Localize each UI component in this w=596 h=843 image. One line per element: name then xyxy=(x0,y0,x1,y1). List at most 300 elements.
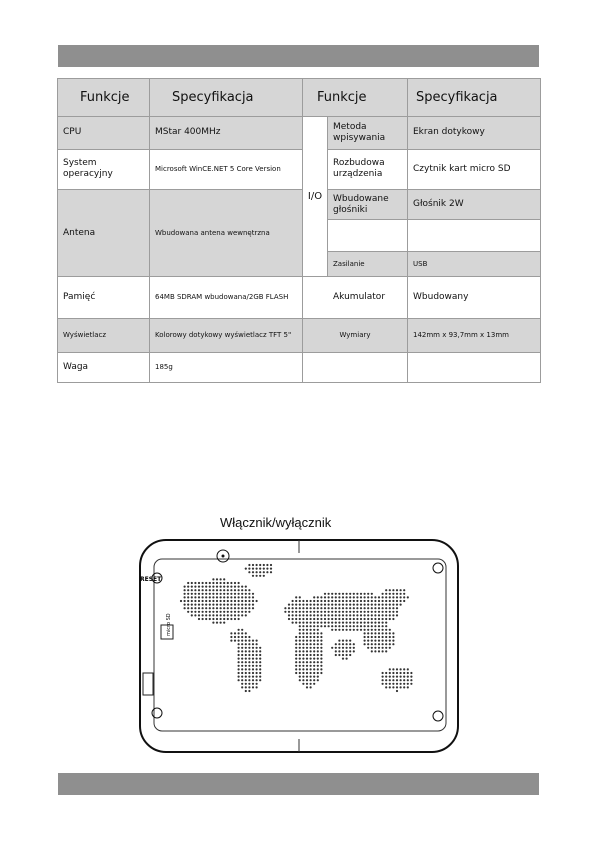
map-dot xyxy=(238,672,240,674)
map-dot xyxy=(374,611,376,613)
map-dot xyxy=(263,571,265,573)
map-dot xyxy=(263,564,265,566)
map-dot xyxy=(389,676,391,678)
map-dot xyxy=(353,604,355,606)
map-dot xyxy=(245,600,247,602)
map-dot xyxy=(385,596,387,598)
map-dot xyxy=(310,614,312,616)
map-dot xyxy=(335,596,337,598)
map-dot xyxy=(396,690,398,692)
map-dot xyxy=(187,586,189,588)
map-dot xyxy=(230,607,232,609)
map-dot xyxy=(270,564,272,566)
map-dot xyxy=(212,604,214,606)
map-dot xyxy=(202,614,204,616)
map-dot xyxy=(317,650,319,652)
map-dot xyxy=(392,593,394,595)
map-dot xyxy=(245,604,247,606)
map-dot xyxy=(220,586,222,588)
map-dot xyxy=(248,679,250,681)
map-dot xyxy=(256,643,258,645)
map-dot xyxy=(403,683,405,685)
map-dot xyxy=(392,679,394,681)
map-dot xyxy=(302,661,304,663)
map-dot xyxy=(306,676,308,678)
map-dot xyxy=(378,618,380,620)
map-dot xyxy=(400,589,402,591)
map-dot xyxy=(238,618,240,620)
map-dot xyxy=(198,600,200,602)
map-dot xyxy=(320,600,322,602)
map-dot xyxy=(310,686,312,688)
map-dot xyxy=(223,604,225,606)
table-row xyxy=(58,149,541,189)
map-dot xyxy=(313,672,315,674)
map-dot xyxy=(295,665,297,667)
map-dot xyxy=(252,640,254,642)
map-dot xyxy=(216,578,218,580)
map-dot xyxy=(220,604,222,606)
map-dot xyxy=(310,661,312,663)
map-dot xyxy=(328,625,330,627)
map-dot xyxy=(320,625,322,627)
map-dot xyxy=(202,611,204,613)
map-dot xyxy=(317,604,319,606)
map-dot xyxy=(317,640,319,642)
map-dot xyxy=(245,690,247,692)
map-dot xyxy=(317,629,319,631)
map-dot xyxy=(364,607,366,609)
map-dot xyxy=(205,596,207,598)
map-dot xyxy=(360,607,362,609)
map-dot xyxy=(194,604,196,606)
map-dot xyxy=(378,632,380,634)
map-dot xyxy=(407,686,409,688)
map-dot xyxy=(212,622,214,624)
power-switch-callout: Włącznik/wyłącznik xyxy=(220,515,332,530)
map-dot xyxy=(346,622,348,624)
map-dot xyxy=(241,643,243,645)
map-dot xyxy=(187,600,189,602)
map-dot xyxy=(234,600,236,602)
map-dot xyxy=(191,600,193,602)
map-dot xyxy=(248,600,250,602)
map-dot xyxy=(187,596,189,598)
map-dot xyxy=(205,618,207,620)
map-dot xyxy=(252,643,254,645)
map-dot xyxy=(234,589,236,591)
map-dot xyxy=(313,683,315,685)
map-dot xyxy=(216,582,218,584)
map-dot xyxy=(205,589,207,591)
map-dot xyxy=(389,593,391,595)
map-dot xyxy=(356,604,358,606)
specification-table xyxy=(57,78,541,383)
map-dot xyxy=(191,611,193,613)
cell-value: 185g xyxy=(150,352,303,382)
map-dot xyxy=(367,629,369,631)
map-dot xyxy=(216,604,218,606)
map-dot xyxy=(342,658,344,660)
map-dot xyxy=(342,629,344,631)
map-dot xyxy=(306,614,308,616)
map-dot xyxy=(259,575,261,577)
map-dot xyxy=(310,611,312,613)
map-dot xyxy=(295,636,297,638)
map-dot xyxy=(346,654,348,656)
map-dot xyxy=(356,607,358,609)
map-dot xyxy=(284,607,286,609)
map-dot xyxy=(302,636,304,638)
map-dot xyxy=(382,632,384,634)
map-dot xyxy=(371,611,373,613)
map-dot xyxy=(310,654,312,656)
map-dot xyxy=(238,586,240,588)
map-dot xyxy=(202,604,204,606)
map-dot xyxy=(374,647,376,649)
map-dot xyxy=(238,632,240,634)
map-dot xyxy=(313,658,315,660)
map-dot xyxy=(396,611,398,613)
map-dot xyxy=(346,604,348,606)
map-dot xyxy=(320,596,322,598)
map-dot xyxy=(295,643,297,645)
map-dot xyxy=(266,564,268,566)
map-dot xyxy=(191,582,193,584)
map-dot xyxy=(302,618,304,620)
map-dot xyxy=(378,596,380,598)
map-dot xyxy=(371,604,373,606)
map-dot xyxy=(360,618,362,620)
map-dot xyxy=(338,650,340,652)
map-dot xyxy=(313,643,315,645)
map-dot xyxy=(245,614,247,616)
map-dot xyxy=(396,593,398,595)
map-dot xyxy=(310,683,312,685)
map-dot xyxy=(407,683,409,685)
map-dot xyxy=(205,614,207,616)
map-dot xyxy=(238,658,240,660)
map-dot xyxy=(295,611,297,613)
map-dot xyxy=(238,614,240,616)
map-dot xyxy=(245,593,247,595)
map-dot xyxy=(194,611,196,613)
map-dot xyxy=(313,640,315,642)
map-dot xyxy=(241,672,243,674)
map-dot xyxy=(389,632,391,634)
map-dot xyxy=(392,640,394,642)
map-dot xyxy=(227,589,229,591)
map-dot xyxy=(194,589,196,591)
map-dot xyxy=(302,654,304,656)
map-dot xyxy=(328,600,330,602)
map-dot xyxy=(238,593,240,595)
map-dot xyxy=(320,650,322,652)
map-dot xyxy=(335,618,337,620)
map-dot xyxy=(317,636,319,638)
map-dot xyxy=(256,600,258,602)
map-dot xyxy=(313,611,315,613)
map-dot xyxy=(248,650,250,652)
map-dot xyxy=(403,593,405,595)
map-dot xyxy=(223,582,225,584)
map-dot xyxy=(374,640,376,642)
map-dot xyxy=(317,622,319,624)
map-dot xyxy=(245,683,247,685)
map-dot xyxy=(295,640,297,642)
map-dot xyxy=(259,650,261,652)
map-dot xyxy=(320,668,322,670)
map-dot xyxy=(331,596,333,598)
map-dot xyxy=(392,589,394,591)
map-dot xyxy=(245,596,247,598)
map-dot xyxy=(212,618,214,620)
map-dot xyxy=(310,607,312,609)
map-dot xyxy=(245,568,247,570)
map-dot xyxy=(342,654,344,656)
map-dot xyxy=(184,593,186,595)
map-dot xyxy=(367,600,369,602)
map-dot xyxy=(367,622,369,624)
map-dot xyxy=(378,640,380,642)
map-dot xyxy=(223,611,225,613)
map-dot xyxy=(331,593,333,595)
map-dot xyxy=(385,640,387,642)
map-dot xyxy=(184,604,186,606)
map-dot xyxy=(392,668,394,670)
map-dot xyxy=(299,672,301,674)
map-dot xyxy=(328,622,330,624)
map-dot xyxy=(202,586,204,588)
map-dot xyxy=(216,589,218,591)
map-dot xyxy=(252,607,254,609)
map-dot xyxy=(364,629,366,631)
map-dot xyxy=(342,643,344,645)
map-dot xyxy=(292,618,294,620)
map-dot xyxy=(306,604,308,606)
cell-label: Akumulator xyxy=(303,277,408,319)
map-dot xyxy=(378,614,380,616)
map-dot xyxy=(313,596,315,598)
map-dot xyxy=(382,629,384,631)
header-funkcje-2: Funkcje xyxy=(303,79,408,117)
map-dot xyxy=(234,596,236,598)
map-dot xyxy=(407,672,409,674)
table-row xyxy=(58,277,541,319)
map-dot xyxy=(403,672,405,674)
map-dot xyxy=(371,629,373,631)
map-dot xyxy=(310,672,312,674)
map-dot xyxy=(209,614,211,616)
map-dot xyxy=(302,683,304,685)
map-dot xyxy=(360,614,362,616)
map-dot xyxy=(198,582,200,584)
map-dot xyxy=(364,625,366,627)
map-dot xyxy=(299,640,301,642)
map-dot xyxy=(252,661,254,663)
cell-value: Microsoft WinCE.NET 5 Core Version xyxy=(150,149,303,189)
map-dot xyxy=(256,571,258,573)
map-dot xyxy=(209,604,211,606)
map-dot xyxy=(238,668,240,670)
map-dot xyxy=(248,665,250,667)
map-dot xyxy=(230,636,232,638)
map-dot xyxy=(374,622,376,624)
map-dot xyxy=(385,604,387,606)
map-dot xyxy=(299,611,301,613)
map-dot xyxy=(288,614,290,616)
map-dot xyxy=(256,564,258,566)
map-dot xyxy=(310,668,312,670)
map-dot xyxy=(364,622,366,624)
map-dot xyxy=(295,647,297,649)
map-dot xyxy=(389,643,391,645)
map-dot xyxy=(227,586,229,588)
map-dot xyxy=(320,604,322,606)
map-dot xyxy=(259,654,261,656)
map-dot xyxy=(259,668,261,670)
map-dot xyxy=(320,614,322,616)
map-dot xyxy=(248,661,250,663)
map-dot xyxy=(385,676,387,678)
map-dot xyxy=(313,636,315,638)
map-dot xyxy=(317,596,319,598)
map-dot xyxy=(317,625,319,627)
map-dot xyxy=(241,686,243,688)
map-dot xyxy=(374,600,376,602)
map-dot xyxy=(324,596,326,598)
map-dot xyxy=(389,640,391,642)
map-dot xyxy=(353,643,355,645)
map-dot xyxy=(234,582,236,584)
map-dot xyxy=(292,611,294,613)
map-dot xyxy=(184,607,186,609)
map-dot xyxy=(353,614,355,616)
map-dot xyxy=(227,618,229,620)
map-dot xyxy=(248,636,250,638)
map-dot xyxy=(313,668,315,670)
map-dot xyxy=(230,586,232,588)
map-dot xyxy=(194,593,196,595)
table-row xyxy=(58,318,541,352)
map-dot xyxy=(313,614,315,616)
map-dot xyxy=(338,614,340,616)
map-dot xyxy=(227,582,229,584)
map-dot xyxy=(252,647,254,649)
header-bar xyxy=(58,45,539,67)
map-dot xyxy=(220,607,222,609)
footer-bar xyxy=(58,773,539,795)
map-dot xyxy=(212,578,214,580)
map-dot xyxy=(353,607,355,609)
map-dot xyxy=(378,629,380,631)
map-dot xyxy=(292,600,294,602)
map-dot xyxy=(385,647,387,649)
map-dot xyxy=(407,676,409,678)
map-dot xyxy=(259,672,261,674)
map-dot xyxy=(238,589,240,591)
map-dot xyxy=(238,647,240,649)
map-dot xyxy=(392,672,394,674)
map-dot xyxy=(335,643,337,645)
map-dot xyxy=(324,604,326,606)
map-dot xyxy=(306,661,308,663)
map-dot xyxy=(410,679,412,681)
map-dot xyxy=(338,629,340,631)
map-dot xyxy=(241,668,243,670)
map-dot xyxy=(238,604,240,606)
map-dot xyxy=(403,679,405,681)
map-dot xyxy=(227,614,229,616)
map-dot xyxy=(223,622,225,624)
map-dot xyxy=(209,600,211,602)
map-dot xyxy=(234,593,236,595)
map-dot xyxy=(349,614,351,616)
map-dot xyxy=(364,596,366,598)
map-dot xyxy=(403,686,405,688)
map-dot xyxy=(306,629,308,631)
map-dot xyxy=(382,600,384,602)
map-dot xyxy=(389,683,391,685)
map-dot xyxy=(310,640,312,642)
map-dot xyxy=(180,600,182,602)
cell-value: USB xyxy=(408,252,541,277)
map-dot xyxy=(288,607,290,609)
map-dot xyxy=(302,600,304,602)
map-dot xyxy=(248,672,250,674)
map-dot xyxy=(220,618,222,620)
map-dot xyxy=(245,632,247,634)
map-dot xyxy=(396,596,398,598)
map-dot xyxy=(371,636,373,638)
table-header-row xyxy=(58,79,541,117)
map-dot xyxy=(382,683,384,685)
map-dot xyxy=(194,614,196,616)
map-dot xyxy=(248,589,250,591)
map-dot xyxy=(241,654,243,656)
map-dot xyxy=(385,593,387,595)
map-dot xyxy=(346,618,348,620)
map-dot xyxy=(400,668,402,670)
map-dot xyxy=(223,618,225,620)
map-dot xyxy=(313,676,315,678)
map-dot xyxy=(385,622,387,624)
cell-value: Wbudowany xyxy=(408,277,541,319)
map-dot xyxy=(284,611,286,613)
map-dot xyxy=(371,614,373,616)
map-dot xyxy=(241,629,243,631)
map-dot xyxy=(212,614,214,616)
map-dot xyxy=(410,676,412,678)
map-dot xyxy=(191,604,193,606)
map-dot xyxy=(382,622,384,624)
map-dot xyxy=(392,604,394,606)
map-dot xyxy=(367,611,369,613)
map-dot xyxy=(238,640,240,642)
map-dot xyxy=(320,661,322,663)
map-dot xyxy=(191,607,193,609)
map-dot xyxy=(216,618,218,620)
map-dot xyxy=(313,632,315,634)
map-dot xyxy=(234,607,236,609)
map-dot xyxy=(374,596,376,598)
map-dot xyxy=(230,632,232,634)
map-dot xyxy=(295,600,297,602)
map-dot xyxy=(295,668,297,670)
map-dot xyxy=(245,661,247,663)
map-dot xyxy=(209,607,211,609)
map-dot xyxy=(252,571,254,573)
